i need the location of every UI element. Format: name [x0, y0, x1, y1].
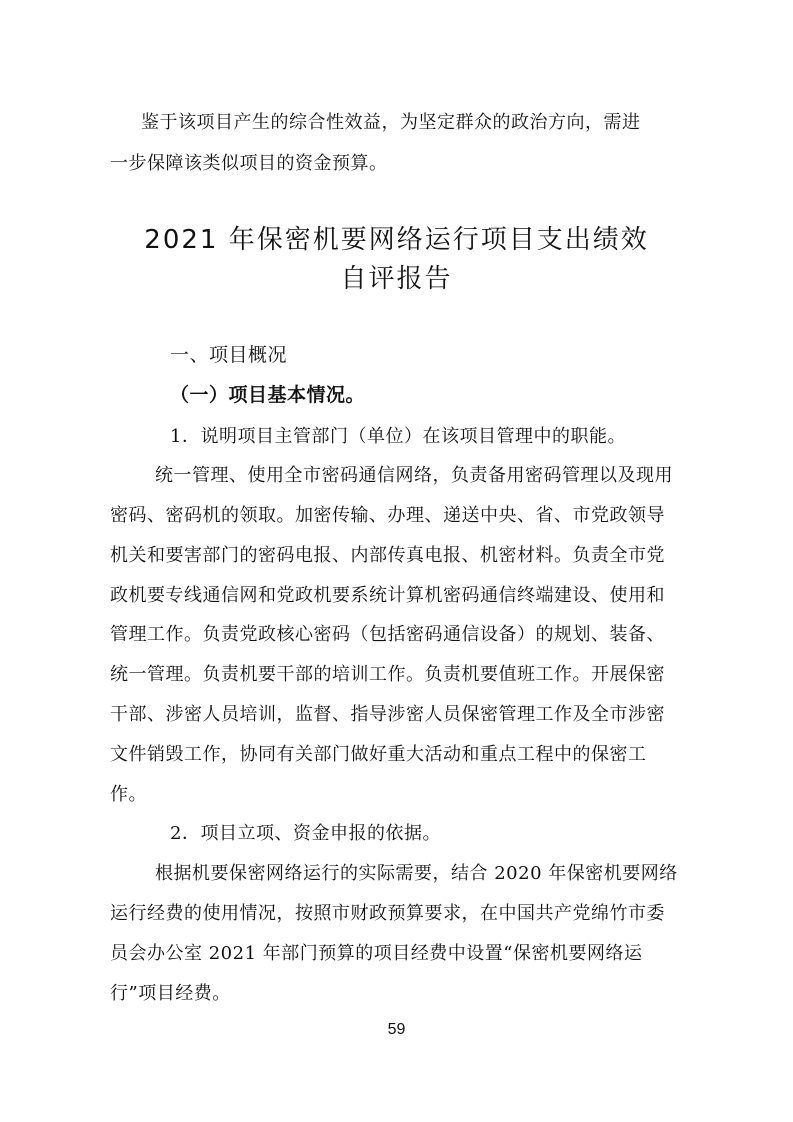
para1-line: 密码、密码机的领取。加密传输、办理、递送中央、省、市党政领导: [110, 505, 665, 526]
subsection-heading: （一）项目基本情况。: [170, 384, 366, 406]
intro-line-1: 鉴于该项目产生的综合性效益，为坚定群众的政治方向，需进: [141, 112, 641, 133]
report-title-line-1: 2021 年保密机要网络运行项目支出绩效: [144, 225, 649, 255]
intro-line-2: 一步保障该类似项目的资金预算。: [110, 153, 388, 174]
para1-line: 管理工作。负责党政核心密码（包括密码通信设备）的规划、装备、: [110, 624, 665, 645]
page-number: 59: [387, 1021, 406, 1038]
para2-line: 员会办公室 2021 年部门预算的项目经费中设置“保密机要网络运: [110, 943, 643, 964]
item-1-heading: 1．说明项目主管部门（单位）在该项目管理中的职能。: [170, 426, 626, 447]
report-title-line-2: 自评报告: [340, 264, 453, 294]
para2-line: 行”项目经费。: [110, 983, 231, 1004]
para1-line: 统一管理、使用全市密码通信网络，负责备用密码管理以及现用: [155, 465, 673, 486]
para1-line: 机关和要害部门的密码电报、内部传真电报、机密材料。负责全市党: [110, 545, 665, 566]
para2-line: 根据机要保密网络运行的实际需要，结合 2020 年保密机要网络: [155, 863, 678, 884]
para1-line: 统一管理。负责机要干部的培训工作。负责机要值班工作。开展保密: [110, 664, 665, 685]
para1-line: 政机要专线通信网和党政机要系统计算机密码通信终端建设、使用和: [110, 585, 665, 606]
para1-line: 文件销毁工作，协同有关部门做好重大活动和重点工程中的保密工: [110, 744, 647, 765]
para1-line: 干部、涉密人员培训，监督、指导涉密人员保密管理工作及全市涉密: [110, 704, 665, 725]
para1-line: 作。: [110, 784, 147, 805]
para2-line: 运行经费的使用情况，按照市财政预算要求，在中国共产党绵竹市委: [110, 903, 665, 924]
item-2-heading: 2．项目立项、资金申报的依据。: [170, 823, 441, 844]
section-heading: 一、项目概况: [170, 344, 288, 366]
